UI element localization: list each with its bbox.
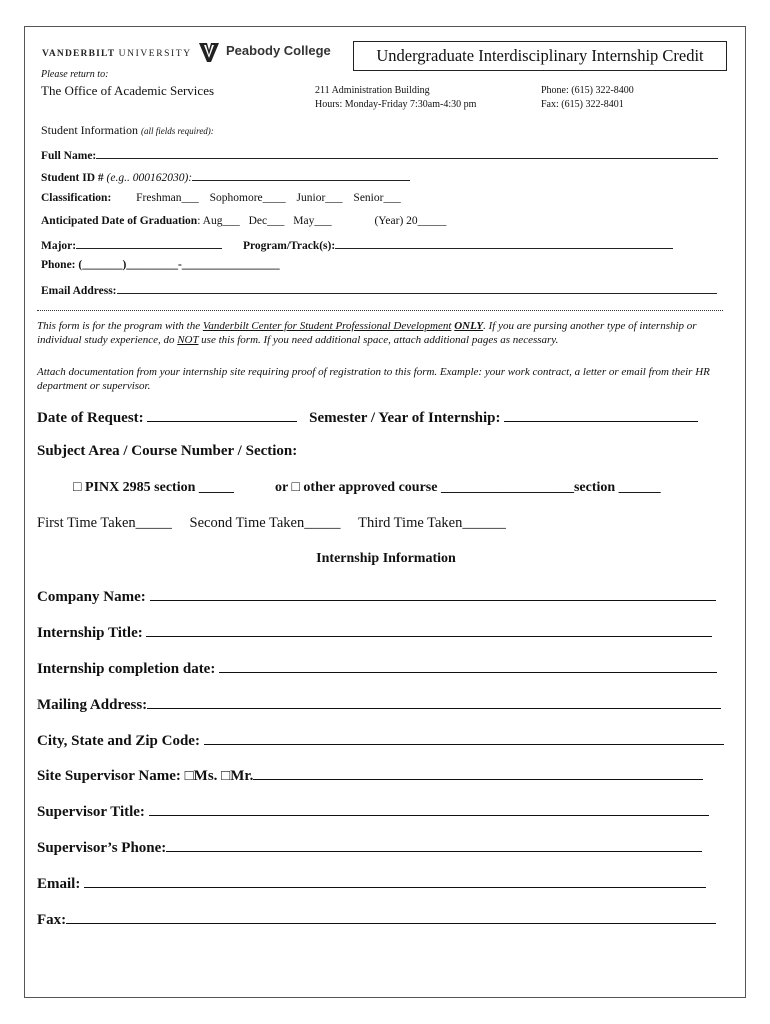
cspd-link[interactable]: Vanderbilt Center for Student Professional Development bbox=[202, 320, 452, 332]
phone-label[interactable]: Phone: (_______)_________-_________________ bbox=[41, 259, 280, 271]
student-info-heading: Student Information (all fields required): bbox=[41, 123, 214, 137]
full-name-row bbox=[41, 147, 718, 162]
company-field[interactable] bbox=[150, 586, 716, 601]
class-senior[interactable]: Senior___ bbox=[353, 192, 401, 204]
email-row bbox=[41, 282, 717, 297]
graduation-row bbox=[41, 215, 446, 227]
semester-field[interactable] bbox=[504, 407, 698, 422]
classification-label: Classification: bbox=[41, 192, 112, 204]
fax-label: Fax: bbox=[37, 912, 67, 928]
first-time-taken[interactable]: First Time Taken_____ bbox=[37, 515, 172, 531]
supervisor-phone-label: Supervisor’s Phone: bbox=[37, 840, 167, 856]
completion-label: Internship completion date: bbox=[37, 661, 216, 677]
mailing-label: Mailing Address: bbox=[37, 697, 148, 713]
second-time-taken[interactable]: Second Time Taken_____ bbox=[189, 515, 341, 531]
supervisor-title-label: Supervisor Title: bbox=[37, 804, 145, 820]
student-id-label: Student ID # bbox=[41, 172, 104, 184]
supervisor-title-row bbox=[37, 801, 709, 821]
student-id-row bbox=[41, 169, 410, 184]
major-row bbox=[41, 237, 673, 252]
form-page bbox=[24, 26, 746, 998]
program-field[interactable] bbox=[335, 237, 673, 249]
fax-field[interactable] bbox=[66, 909, 716, 924]
mailing-field[interactable] bbox=[147, 694, 721, 709]
email-label: Email Address: bbox=[41, 285, 117, 297]
supervisor-phone-field[interactable] bbox=[166, 837, 702, 852]
date-of-request-field[interactable] bbox=[147, 407, 297, 422]
grad-aug[interactable]: : Aug___ bbox=[197, 215, 240, 227]
logo-university-suffix: UNIVERSITY bbox=[118, 49, 192, 59]
completion-field[interactable] bbox=[219, 658, 717, 673]
program-note: This form is for the program with the Vanderbilt Center for Student Professional Development ONLY. If you are pursing another type of internship or individual study experience, do NOT use this form. If you need additional space, attach additional pages as necessary. bbox=[37, 320, 697, 346]
fax-row bbox=[37, 909, 716, 929]
semester-label: Semester / Year of Internship: bbox=[309, 410, 501, 426]
logo-college: Peabody College bbox=[226, 43, 331, 58]
office-fax: Fax: (615) 322-8401 bbox=[541, 99, 624, 110]
times-taken-row bbox=[37, 515, 506, 532]
full-name-label: Full Name: bbox=[41, 150, 97, 162]
office-address: 211 Administration Building bbox=[315, 85, 430, 96]
city-row bbox=[37, 730, 724, 750]
supervisor-field[interactable] bbox=[253, 765, 703, 780]
class-freshman[interactable]: Freshman___ bbox=[136, 192, 199, 204]
office-hours: Hours: Monday-Friday 7:30am-4:30 pm bbox=[315, 99, 477, 110]
class-sophomore[interactable]: Sophomore____ bbox=[209, 192, 286, 204]
mailing-row bbox=[37, 694, 721, 714]
student-id-field[interactable] bbox=[192, 169, 410, 181]
city-label: City, State and Zip Code: bbox=[37, 733, 200, 749]
supervisor-label[interactable]: Site Supervisor Name: □Ms. □Mr. bbox=[37, 768, 254, 784]
date-of-request-label: Date of Request: bbox=[37, 410, 144, 426]
internship-email-label: Email: bbox=[37, 876, 81, 892]
city-field[interactable] bbox=[204, 730, 724, 745]
grad-dec[interactable]: Dec___ bbox=[248, 215, 285, 227]
request-row bbox=[37, 407, 698, 427]
office-name: The Office of Academic Services bbox=[41, 83, 215, 98]
subject-label: Subject Area / Course Number / Section: bbox=[37, 443, 298, 459]
office-phone: Phone: (615) 322-8400 bbox=[541, 85, 634, 96]
phone-row bbox=[41, 259, 280, 271]
internship-title-row bbox=[37, 622, 712, 642]
vanderbilt-v-icon bbox=[198, 41, 220, 63]
student-id-example: (e.g.. 000162030): bbox=[106, 172, 193, 184]
internship-title-label: Internship Title: bbox=[37, 625, 143, 641]
internship-title-field[interactable] bbox=[146, 622, 712, 637]
supervisor-title-field[interactable] bbox=[149, 801, 709, 816]
email-field[interactable] bbox=[117, 282, 717, 294]
major-field[interactable] bbox=[76, 237, 222, 249]
class-junior[interactable]: Junior___ bbox=[296, 192, 343, 204]
documentation-note: Attach documentation from your internship site requiring proof of registration to this form. Example: your work contract, a letter or email from their HR department or supervisor. bbox=[37, 366, 710, 392]
grad-year[interactable]: (Year) 20_____ bbox=[374, 215, 447, 227]
classification-row bbox=[41, 192, 401, 204]
supervisor-phone-row bbox=[37, 837, 702, 857]
return-label: Please return to: bbox=[41, 69, 109, 80]
company-label: Company Name: bbox=[37, 589, 146, 605]
form-title: Undergraduate Interdisciplinary Internship Credit bbox=[353, 41, 727, 71]
major-label: Major: bbox=[41, 240, 77, 252]
grad-may[interactable]: May___ bbox=[293, 215, 332, 227]
pinx-option[interactable]: □ PINX 2985 section _____ bbox=[73, 480, 234, 495]
internship-heading: Internship Information bbox=[316, 551, 456, 566]
logo-university: VANDERBILT bbox=[42, 49, 116, 59]
divider bbox=[37, 310, 723, 311]
email-info-row bbox=[37, 873, 706, 893]
internship-email-field[interactable] bbox=[84, 873, 706, 888]
graduation-label: Anticipated Date of Graduation bbox=[41, 215, 198, 227]
program-label: Program/Track(s): bbox=[243, 240, 336, 252]
company-row bbox=[37, 586, 716, 606]
supervisor-row bbox=[37, 765, 703, 785]
full-name-field[interactable] bbox=[96, 147, 718, 159]
completion-row bbox=[37, 658, 717, 678]
third-time-taken[interactable]: Third Time Taken______ bbox=[358, 515, 506, 531]
other-course-option[interactable]: or □ other approved course ___________________section ______ bbox=[275, 480, 661, 495]
